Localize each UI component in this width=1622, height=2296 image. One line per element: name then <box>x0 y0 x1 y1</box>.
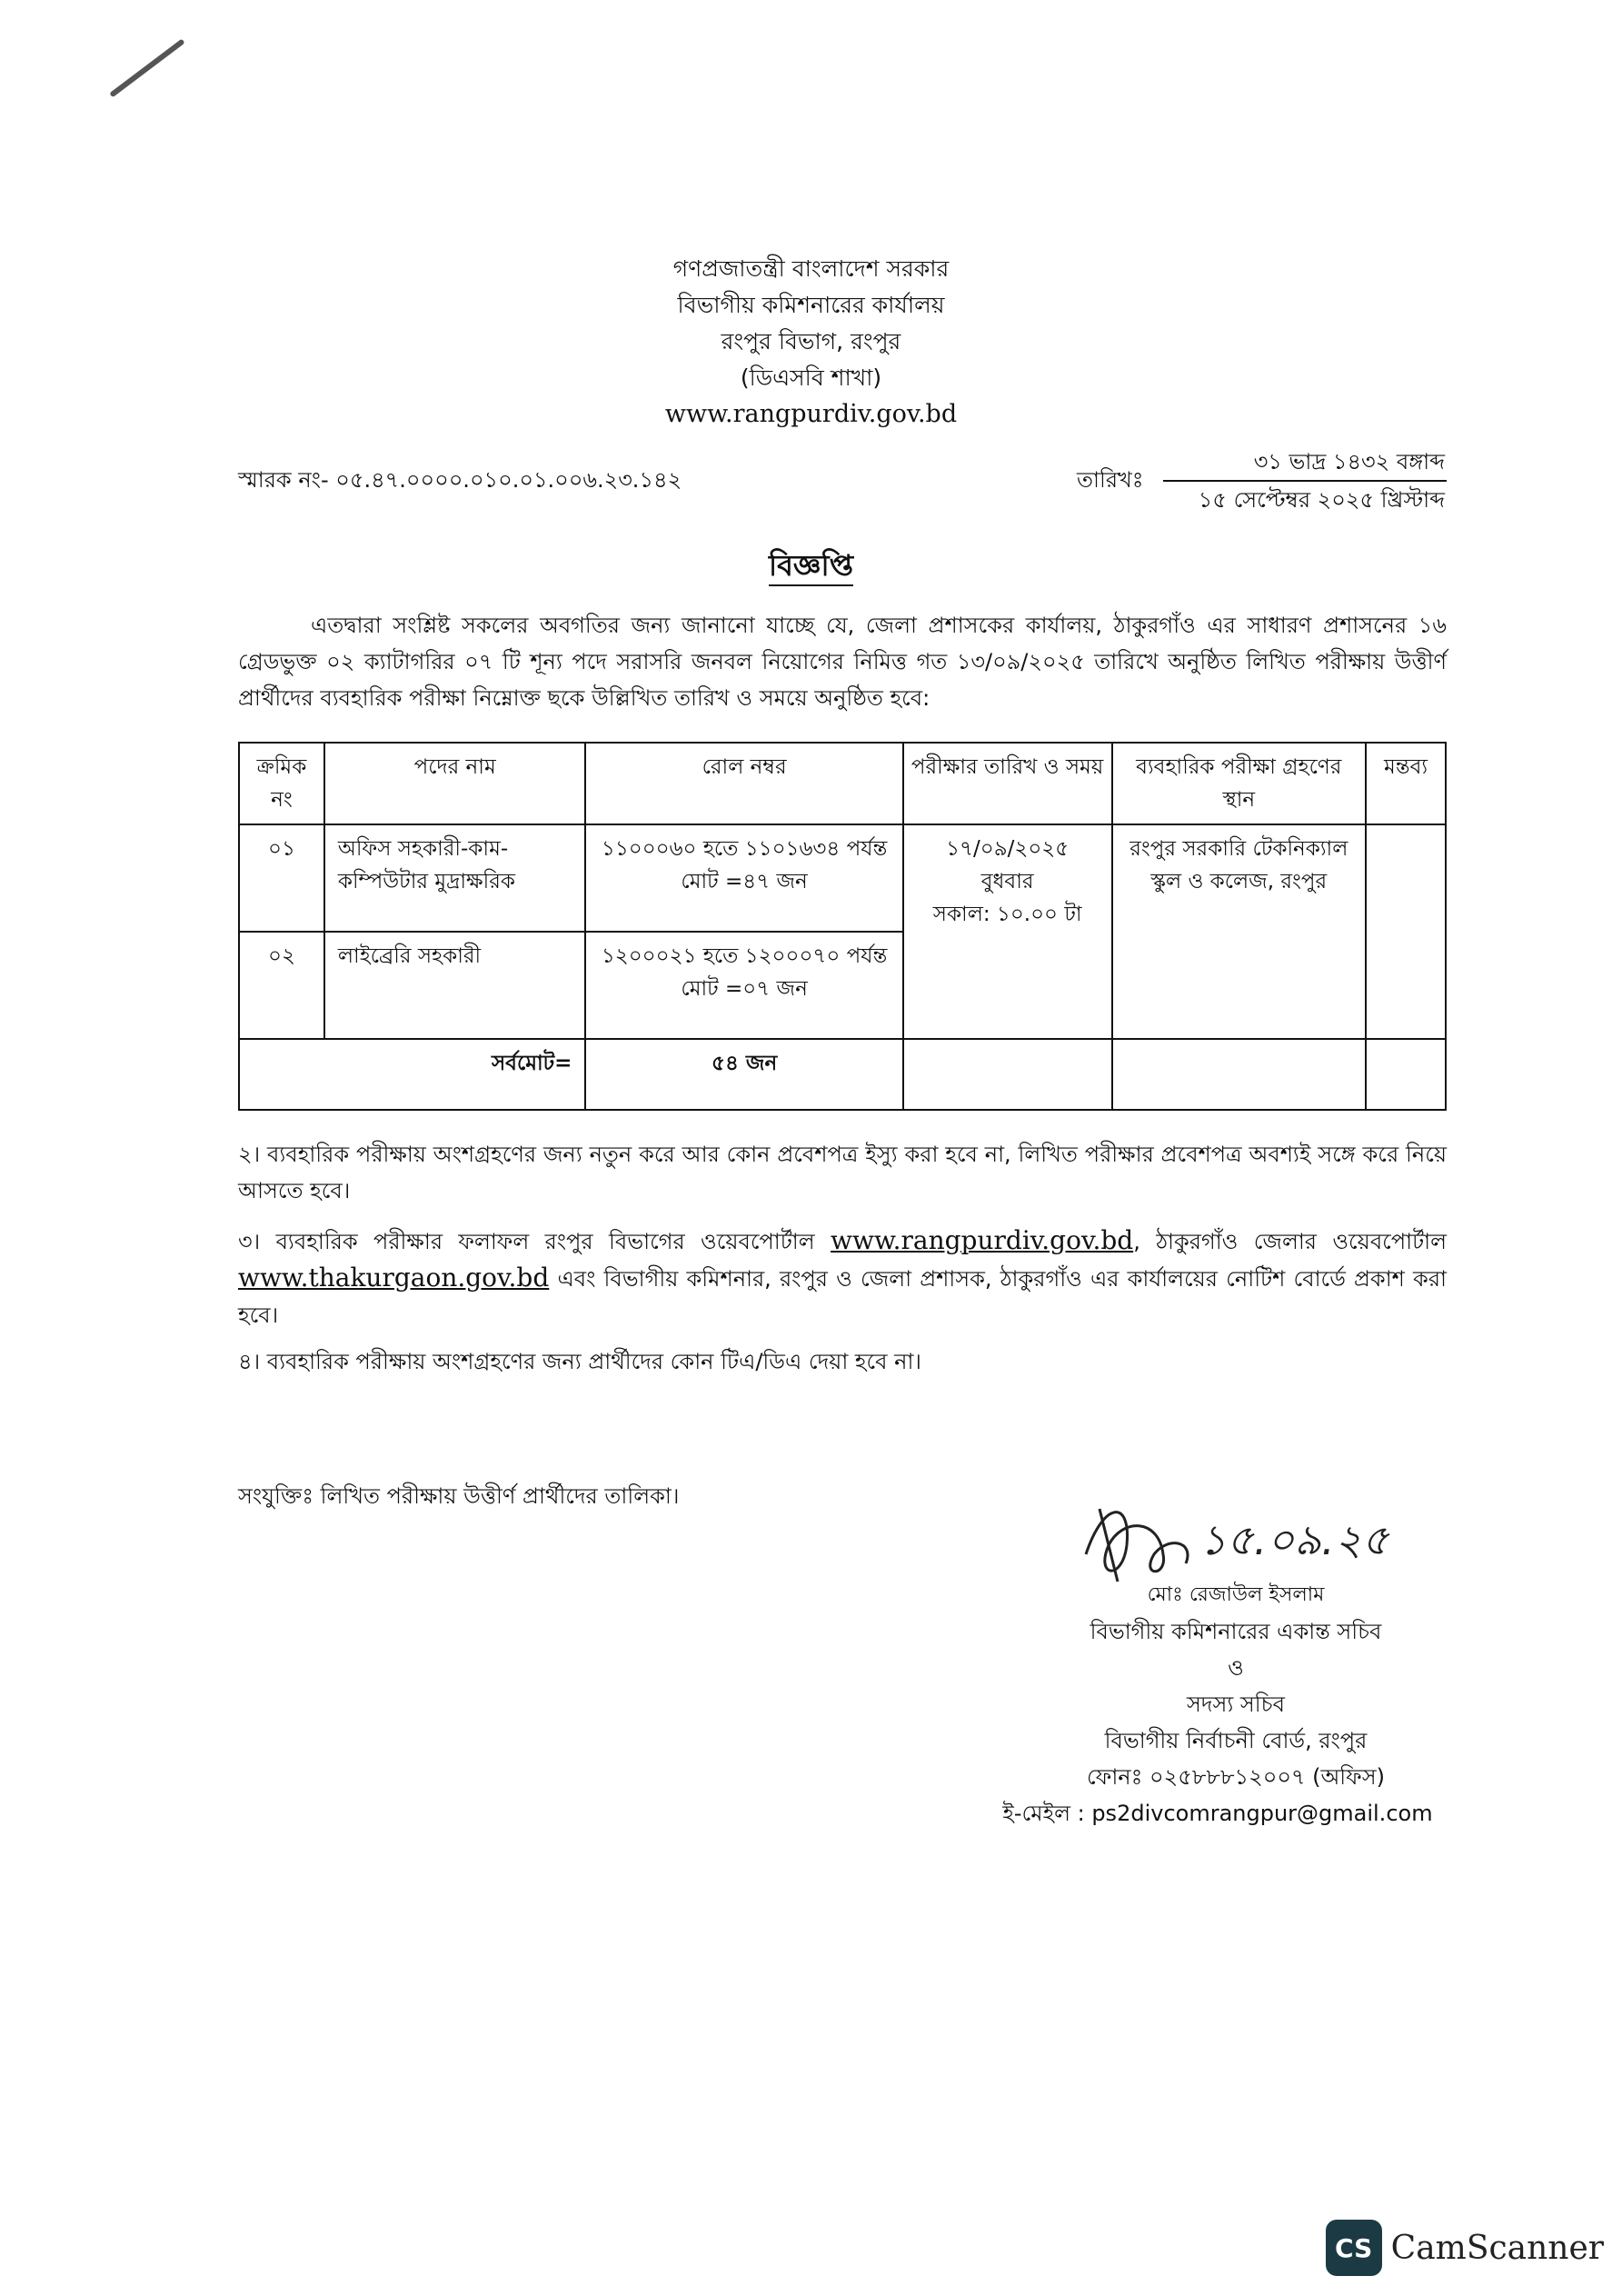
col-serial: ক্রমিক নং <box>239 743 324 824</box>
signatory-name: মোঃ রেজাউল ইসলাম <box>1147 1583 1325 1606</box>
exam-venue: রংপুর সরকারি টেকনিক্যাল স্কুল ও কলেজ, রংপুর <box>1112 824 1367 1039</box>
signatory-email[interactable]: ই-মেইল : ps2divcomrangpur@gmail.com <box>1002 1801 1433 1826</box>
signatory-board: বিভাগীয় নির্বাচনী বোর্ড, রংপুর <box>1104 1728 1368 1753</box>
exam-table <box>238 742 1447 1111</box>
row-serial: ০২ <box>239 932 324 1039</box>
header-gov: গণপ্রজাতন্ত্রী বাংলাদেশ সরকার <box>672 255 950 282</box>
header-branch: (ডিএসবি শাখা) <box>740 364 882 391</box>
attachment-note: সংযুক্তিঃ লিখিত পরীক্ষায় উত্তীর্ণ প্রার্থীদের তালিকা। <box>238 1483 680 1509</box>
row-roll: ১১০০০৬০ হতে ১১০১৬৩৪ পর্যন্ত মোট =৪৭ জন <box>585 824 902 932</box>
total-label: সর্বমোট= <box>239 1039 585 1110</box>
col-post: পদের নাম <box>324 743 586 824</box>
signatory-and: ও <box>1228 1655 1244 1681</box>
row-post: অফিস সহকারী-কাম-কম্পিউটার মুদ্রাক্ষরিক <box>324 824 586 932</box>
date-label: তারিখঃ <box>1077 467 1144 493</box>
col-roll: রোল নম্বর <box>585 743 902 824</box>
total-value: ৫৪ জন <box>585 1039 902 1110</box>
signatory-phone: ফোনঃ ০২৫৮৮৮১২০০৭ (অফিস) <box>1087 1764 1385 1790</box>
remarks-cell <box>1366 824 1446 1039</box>
row-post: লাইব্রেরি সহকারী <box>324 932 586 1039</box>
exam-date-time: ১৭/০৯/২০২৫ বুধবার সকাল: ১০.০০ টা <box>903 824 1112 1039</box>
header-office: বিভাগীয় কমিশনারের কার্যালয় <box>677 292 945 318</box>
row-roll: ১২০০০২১ হতে ১২০০০৭০ পর্যন্ত মোট =০৭ জন <box>585 932 902 1039</box>
row-serial: ০১ <box>239 824 324 932</box>
date-gregorian: ১৫ সেপ্টেম্বর ২০২৫ খ্রিস্টাব্দ <box>1198 487 1445 513</box>
camscanner-watermark <box>1326 2220 1604 2276</box>
col-date: পরীক্ষার তারিখ ও সময় <box>903 743 1112 824</box>
table-row <box>239 824 1446 932</box>
intro-paragraph: এতদ্বারা সংশ্লিষ্ট সকলের অবগতির জন্য জানানো যাচ্ছে যে, জেলা প্রশাসকের কার্যালয়, ঠাকুরগাঁও এর সাধারণ প্রশাসনের ১৬ গ্রেডভুক্ত ০২ ক্যাটাগরির ০৭ টি শূন্য পদে সরাসরি জনবল নিয়োগের নিমিত্ত গত ১৩/০৯/২০২৫ তারিখে অনুষ্ঠিত লিখিত পরীক্ষায় উত্তীর্ণ প্রার্থীদের ব্যবহারিক পরীক্ষা নিম্নোক্ত ছকে উল্লিখিত তারিখ ও সময়ে অনুষ্ঠিত হবে: <box>238 613 1447 711</box>
header-website[interactable]: www.rangpurdiv.gov.bd <box>664 400 958 428</box>
table-total-row <box>239 1039 1446 1110</box>
paragraph-3: ৩। ব্যবহারিক পরীক্ষার ফলাফল রংপুর বিভাগের ওয়েবপোর্টাল www.rangpurdiv.gov.bd, ঠাকুরগাঁও জেলার ওয়েবপোর্টাল www.thakurgaon.gov.bd এবং বিভাগীয় কমিশনার, রংপুর ও জেলা প্রশাসক, ঠাকুরগাঁও এর কার্যালয়ের নোটিশ বোর্ডে প্রকাশ করা হবে। <box>238 1225 1447 1328</box>
col-remarks: মন্তব্য <box>1366 743 1446 824</box>
camscanner-logo-icon: CS <box>1326 2220 1382 2276</box>
thakurgaon-portal-link[interactable]: www.thakurgaon.gov.bd <box>238 1263 550 1293</box>
table-header-row <box>239 743 1446 824</box>
paragraph-4: ৪। ব্যবহারিক পরীক্ষায় অংশগ্রহণের জন্য প্রার্থীদের কোন টিএ/ডিএ দেয়া হবে না। <box>238 1349 922 1374</box>
pen-mark <box>109 38 184 97</box>
camscanner-label: CamScanner <box>1390 2229 1604 2267</box>
date-divider <box>1163 480 1447 482</box>
header-division: রংপুর বিভাগ, রংপুর <box>721 328 901 354</box>
notice-title: বিজ্ঞপ্তি <box>0 543 1622 592</box>
col-venue: ব্যবহারিক পরীক্ষা গ্রহণের স্থান <box>1112 743 1367 824</box>
paragraph-2: ২। ব্যবহারিক পরীক্ষায় অংশগ্রহণের জন্য নতুন করে আর কোন প্রবেশপত্র ইস্যু করা হবে না, লিখিত পরীক্ষার প্রবেশপত্র অবশ্যই সঙ্গে করে নিয়ে আসতে হবে। <box>238 1142 1447 1203</box>
signature-date: ১৫.০৯.২৫ <box>1199 1515 1389 1564</box>
date-bangla: ৩১ ভাদ্র ১৪৩২ বঙ্গাব্দ <box>1253 449 1445 474</box>
signatory-title: বিভাগীয় কমিশনারের একান্ত সচিব <box>1090 1619 1382 1644</box>
memo-number: স্মারক নং- ০৫.৪৭.০০০০.০১০.০১.০০৬.২৩.১৪২ <box>238 467 682 493</box>
signatory-member: সদস্য সচিব <box>1187 1692 1285 1717</box>
rangpur-portal-link[interactable]: www.rangpurdiv.gov.bd <box>831 1225 1134 1255</box>
